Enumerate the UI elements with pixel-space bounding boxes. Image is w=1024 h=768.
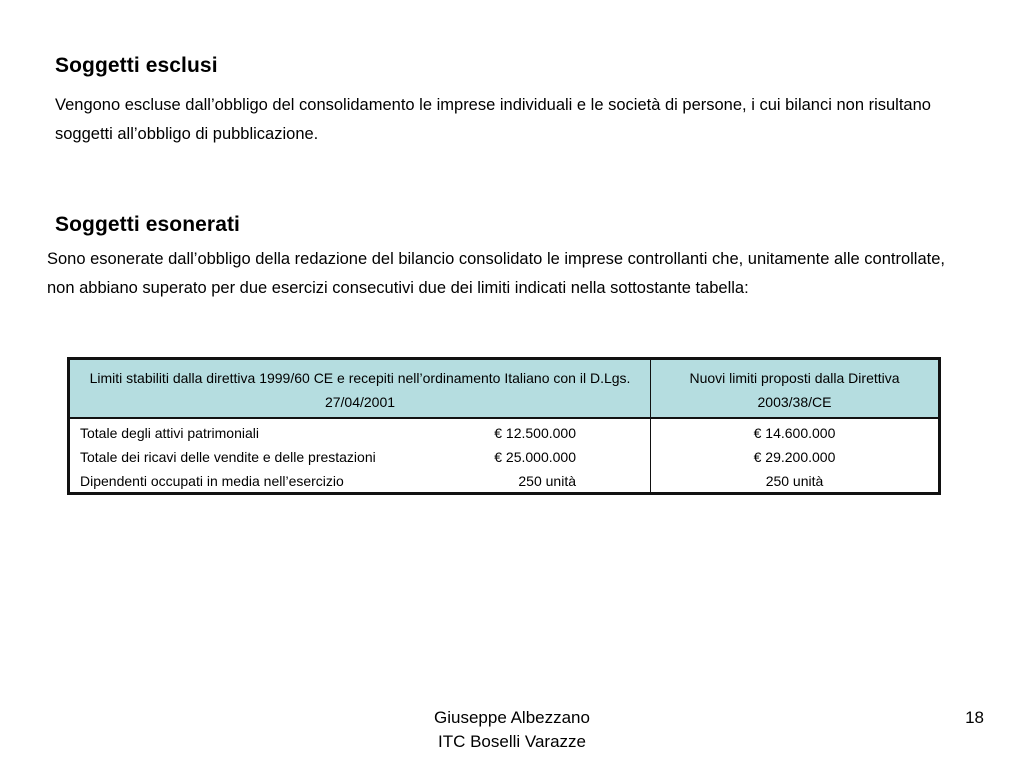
table-row bbox=[70, 421, 938, 445]
row-new-value: 250 unità bbox=[765, 473, 824, 489]
footer-author-block bbox=[362, 706, 662, 754]
limits-table bbox=[67, 357, 941, 495]
section-title-exempted: Soggetti esonerati bbox=[55, 213, 240, 236]
section-text-exempted: Sono esonerate dall’obbligo della redazione del bilancio consolidato le imprese controllanti che, unitamente alle controllate, non abbiano superato per due esercizi consecutivi due dei limiti indicati nella sottostante tabella: bbox=[47, 250, 945, 297]
table-header-new-limits: Nuovi limiti proposti dalla Direttiva 2003/38/CE bbox=[689, 370, 900, 410]
table-row bbox=[70, 469, 938, 493]
row-current-value: € 25.000.000 bbox=[494, 449, 576, 465]
table-row bbox=[70, 445, 938, 469]
page-number: 18 bbox=[965, 708, 984, 727]
footer-author: Giuseppe Albezzano bbox=[434, 708, 590, 727]
row-new-value: € 14.600.000 bbox=[753, 425, 836, 441]
row-new-value: € 29.200.000 bbox=[753, 449, 836, 465]
section-text-excluded: Vengono escluse dall’obbligo del consolidamento le imprese individuali e le società di persone, i cui bilanci non risultano soggetti all’obbligo di pubblicazione. bbox=[55, 96, 931, 143]
row-current-value: € 12.500.000 bbox=[494, 425, 576, 441]
footer-school: ITC Boselli Varazze bbox=[437, 732, 586, 751]
table-header-current-limits: Limiti stabiliti dalla direttiva 1999/60 CE e recepiti nell’ordinamento Italiano con il D.Lgs. 27/04/2001 bbox=[89, 370, 631, 410]
row-label: Totale dei ricavi delle vendite e delle prestazioni bbox=[80, 449, 376, 465]
section-title-excluded: Soggetti esclusi bbox=[55, 54, 218, 77]
row-label: Totale degli attivi patrimoniali bbox=[80, 425, 259, 441]
row-current-value: 250 unità bbox=[518, 473, 576, 489]
row-label: Dipendenti occupati in media nell’esercizio bbox=[80, 473, 344, 489]
